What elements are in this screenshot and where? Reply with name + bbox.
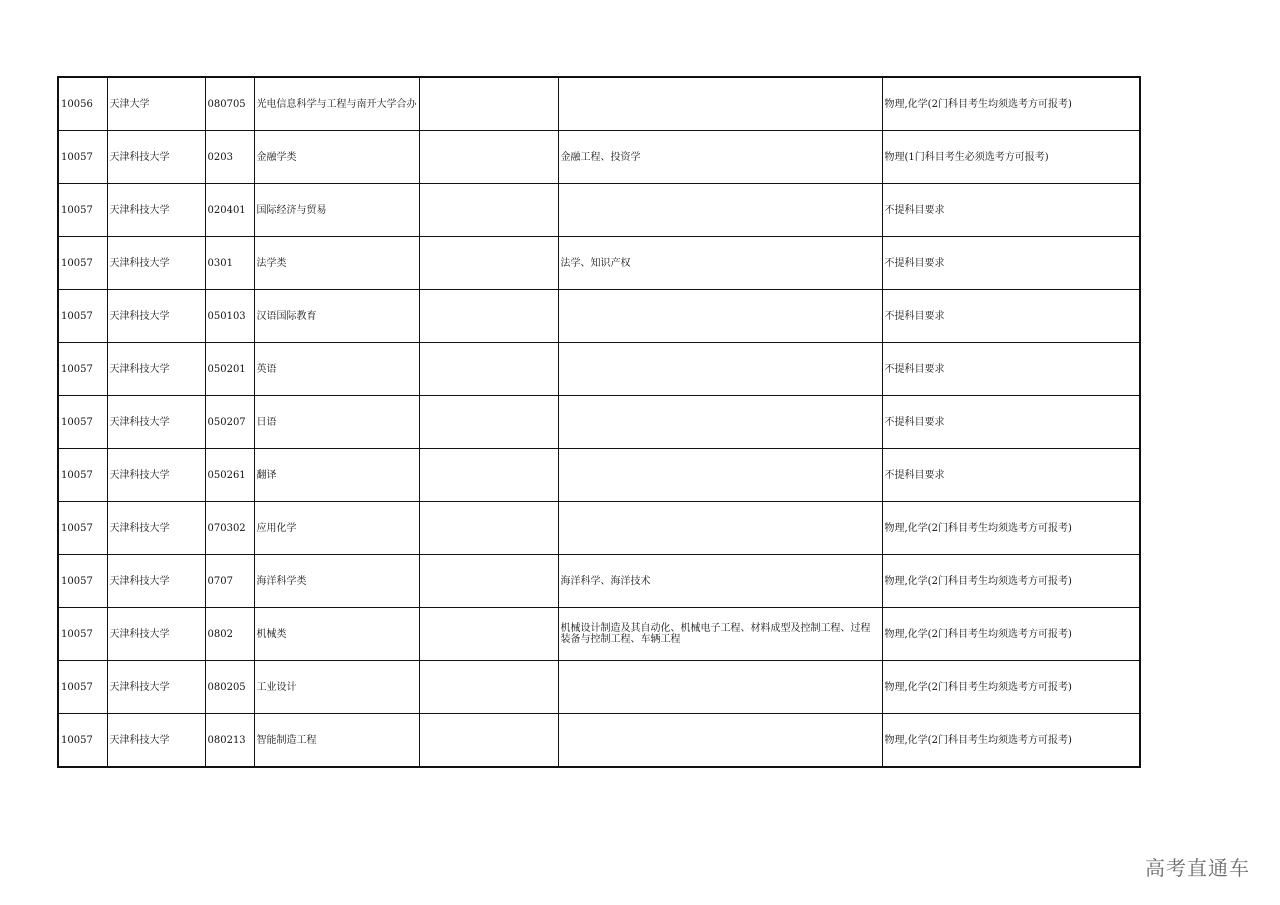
school-code-cell: 10057	[58, 555, 107, 608]
table-row	[58, 237, 1140, 290]
major-name-text: 海洋科学类	[256, 575, 307, 587]
included-majors-cell: 机械设计制造及其自动化、机械电子工程、材料成型及控制工程、过程装备与控制工程、车辆工程	[558, 608, 882, 661]
subject-requirement-cell: 不提科目要求	[882, 343, 1140, 396]
major-name-cell	[254, 396, 419, 449]
major-name-cell	[254, 449, 419, 502]
school-name-cell: 天津科技大学	[107, 555, 205, 608]
major-name-text: 智能制造工程	[256, 734, 317, 746]
school-name-cell: 天津科技大学	[107, 714, 205, 768]
school-code-cell: 10057	[58, 502, 107, 555]
note-cell	[419, 343, 558, 396]
table-row	[58, 608, 1140, 661]
major-code-cell: 0802	[205, 608, 254, 661]
school-code-cell: 10057	[58, 714, 107, 768]
school-name-cell: 天津科技大学	[107, 237, 205, 290]
major-code-cell: 070302	[205, 502, 254, 555]
table-row	[58, 184, 1140, 237]
school-name-cell: 天津大学	[107, 77, 205, 131]
major-code-cell: 050103	[205, 290, 254, 343]
school-name-cell: 天津科技大学	[107, 608, 205, 661]
included-majors-cell: 海洋科学、海洋技术	[558, 555, 882, 608]
school-name-cell: 天津科技大学	[107, 396, 205, 449]
school-code-cell: 10056	[58, 77, 107, 131]
included-majors-cell	[558, 502, 882, 555]
major-name-cell	[254, 343, 419, 396]
major-name-text: 光电信息科学与工程与南开大学合办	[256, 98, 417, 110]
school-name-cell: 天津科技大学	[107, 343, 205, 396]
note-cell	[419, 184, 558, 237]
table-row	[58, 343, 1140, 396]
school-code-cell: 10057	[58, 184, 107, 237]
school-code-cell: 10057	[58, 661, 107, 714]
table-row	[58, 661, 1140, 714]
included-majors-cell	[558, 661, 882, 714]
note-cell	[419, 608, 558, 661]
note-cell	[419, 77, 558, 131]
watermark-text: 高考直通车	[1145, 856, 1250, 880]
subject-requirement-cell: 物理,化学(2门科目考生均须选考方可报考)	[882, 502, 1140, 555]
subject-requirement-cell: 物理,化学(2门科目考生均须选考方可报考)	[882, 608, 1140, 661]
note-cell	[419, 502, 558, 555]
major-name-cell	[254, 290, 419, 343]
included-majors-cell	[558, 77, 882, 131]
major-code-cell: 050207	[205, 396, 254, 449]
note-cell	[419, 555, 558, 608]
major-name-text: 法学类	[256, 257, 287, 269]
subject-requirement-cell: 不提科目要求	[882, 184, 1140, 237]
admission-table	[57, 76, 1141, 768]
included-majors-cell	[558, 396, 882, 449]
school-code-cell: 10057	[58, 396, 107, 449]
major-code-cell: 080705	[205, 77, 254, 131]
table-row	[58, 131, 1140, 184]
note-cell	[419, 131, 558, 184]
note-cell	[419, 661, 558, 714]
table-body	[58, 77, 1140, 767]
table-row	[58, 449, 1140, 502]
table-row	[58, 502, 1140, 555]
major-name-text: 英语	[256, 363, 277, 375]
major-name-cell	[254, 714, 419, 768]
note-cell	[419, 290, 558, 343]
table-row	[58, 555, 1140, 608]
major-name-cell	[254, 77, 419, 131]
major-code-cell: 0707	[205, 555, 254, 608]
subject-requirement-cell: 物理,化学(2门科目考生均须选考方可报考)	[882, 77, 1140, 131]
note-cell	[419, 237, 558, 290]
major-code-cell: 0301	[205, 237, 254, 290]
note-cell	[419, 449, 558, 502]
major-code-cell: 0203	[205, 131, 254, 184]
major-name-cell	[254, 131, 419, 184]
school-name-cell: 天津科技大学	[107, 661, 205, 714]
major-name-text: 汉语国际教育	[256, 310, 317, 322]
subject-requirement-cell: 物理,化学(2门科目考生均须选考方可报考)	[882, 555, 1140, 608]
major-code-cell: 050201	[205, 343, 254, 396]
subject-requirement-cell: 不提科目要求	[882, 396, 1140, 449]
table-row	[58, 714, 1140, 768]
included-majors-cell	[558, 290, 882, 343]
major-name-cell	[254, 608, 419, 661]
school-code-cell: 10057	[58, 343, 107, 396]
included-majors-cell	[558, 714, 882, 768]
included-majors-cell: 金融工程、投资学	[558, 131, 882, 184]
school-code-cell: 10057	[58, 449, 107, 502]
school-name-cell: 天津科技大学	[107, 184, 205, 237]
major-name-text: 工业设计	[256, 681, 297, 693]
major-code-cell: 080213	[205, 714, 254, 768]
subject-requirement-cell: 物理,化学(2门科目考生均须选考方可报考)	[882, 714, 1140, 768]
major-name-text: 日语	[256, 416, 277, 428]
major-name-text: 金融学类	[256, 151, 297, 163]
school-code-cell: 10057	[58, 237, 107, 290]
subject-requirement-cell: 不提科目要求	[882, 237, 1140, 290]
major-code-cell: 050261	[205, 449, 254, 502]
note-cell	[419, 396, 558, 449]
subject-requirement-cell: 物理(1门科目考生必须选考方可报考)	[882, 131, 1140, 184]
school-name-cell: 天津科技大学	[107, 449, 205, 502]
major-name-text: 机械类	[256, 628, 287, 640]
major-name-text: 国际经济与贸易	[256, 204, 327, 216]
major-name-text: 翻译	[256, 469, 277, 481]
major-name-cell	[254, 237, 419, 290]
subject-requirement-cell: 物理,化学(2门科目考生均须选考方可报考)	[882, 661, 1140, 714]
included-majors-cell	[558, 184, 882, 237]
school-name-cell: 天津科技大学	[107, 131, 205, 184]
school-name-cell: 天津科技大学	[107, 290, 205, 343]
subject-requirement-cell: 不提科目要求	[882, 290, 1140, 343]
major-code-cell: 080205	[205, 661, 254, 714]
table-row	[58, 77, 1140, 131]
major-name-cell	[254, 184, 419, 237]
major-name-text: 应用化学	[256, 522, 297, 534]
school-code-cell: 10057	[58, 290, 107, 343]
major-name-cell	[254, 502, 419, 555]
included-majors-cell	[558, 449, 882, 502]
note-cell	[419, 714, 558, 768]
major-name-cell	[254, 555, 419, 608]
table-row	[58, 290, 1140, 343]
included-majors-cell	[558, 343, 882, 396]
major-name-cell	[254, 661, 419, 714]
table-row	[58, 396, 1140, 449]
school-code-cell: 10057	[58, 131, 107, 184]
major-code-cell: 020401	[205, 184, 254, 237]
school-name-cell: 天津科技大学	[107, 502, 205, 555]
school-code-cell: 10057	[58, 608, 107, 661]
subject-requirement-cell: 不提科目要求	[882, 449, 1140, 502]
included-majors-cell: 法学、知识产权	[558, 237, 882, 290]
